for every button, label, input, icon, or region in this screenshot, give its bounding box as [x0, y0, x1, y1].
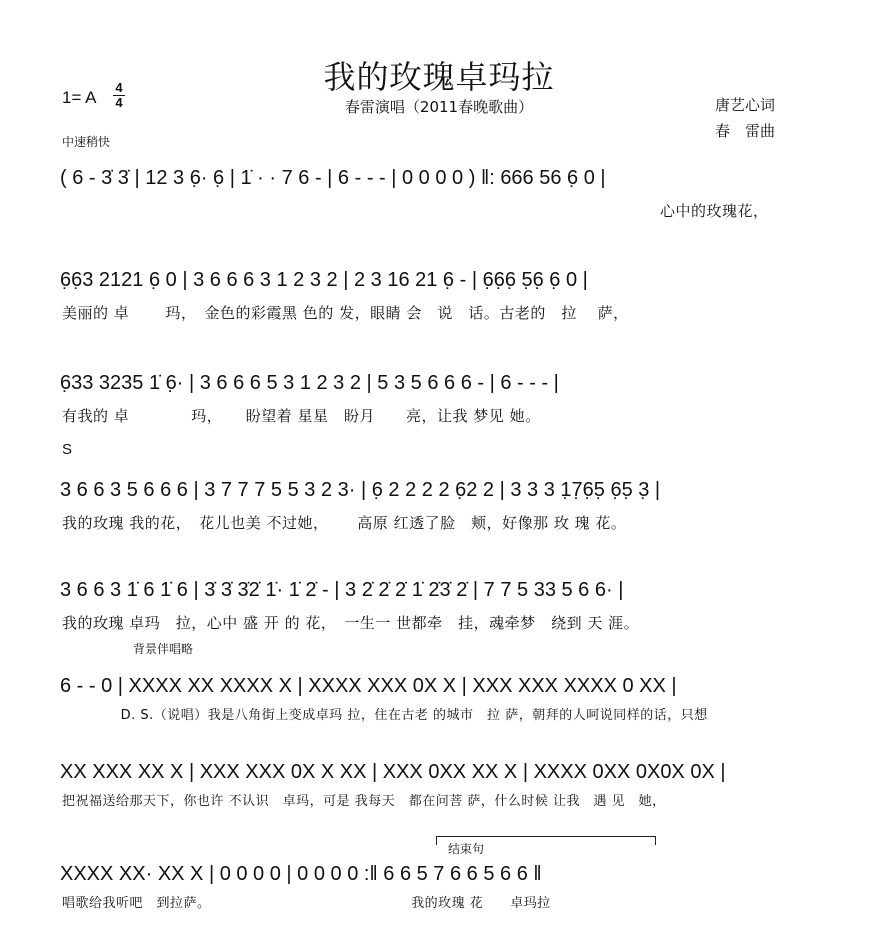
credits	[715, 92, 775, 144]
score-line-6	[60, 668, 828, 738]
notation: 6 - - 0 | XXXX XX XXXX X | XXXX XXX 0X X | XXX XXX XXXX 0 XX |	[60, 675, 677, 697]
lyrics: 唱歌给我听吧 到拉萨。 我的玫瑰 花 卓玛拉	[62, 896, 551, 911]
score-line-8	[60, 856, 828, 926]
notation: XX XXX XX X | XXX XXX 0X X XX | XXX 0XX XX X | XXXX 0XX 0X0X 0X |	[60, 761, 726, 783]
lyrics: 把祝福送给那天下，你也许 不认识 卓玛，可是 我每天 都在问菩 萨，什么时候 让我 遇 见 她，	[62, 794, 666, 809]
lyrics: 我的玫瑰 卓玛 拉，心中 盛 开 的 花， 一生一 世都牵 挂，魂牵梦 绕到 天 涯。	[62, 614, 640, 632]
notation: 3 6 6 3 1̇ 6 1̇ 6 | 3̇ 3̇ 3̇2̇ 1̇· 1̇ 2̇ - | 3 2̇ 2̇ 2̇ 1̇ 2̇3̇ 2̇ | 7 7 5 33 5 6 6· |	[60, 579, 624, 601]
ending-label: 结束句	[448, 842, 485, 856]
key-signature: 1= A	[62, 88, 97, 107]
song-subtitle: 春雷演唱（2011春晚歌曲）	[344, 98, 534, 116]
score-line-5	[60, 572, 828, 642]
notation: XXXX XX· XX X | 0 0 0 0 | 0 0 0 0 :‖ 6 6 5 7 6 6 5 6 6 ‖	[60, 863, 542, 885]
lyrics: 我的玫瑰 我的花， 花儿也美 不过她， 高原 红透了脸 颊，好像那 玫 瑰 花。	[62, 514, 627, 532]
lyrics: D. S.（说唱）我是八角街上变成卓玛 拉，住在古老 的城市 拉 萨，朝拜的人呵说同样的话，只想	[62, 708, 708, 723]
score-line-4	[60, 472, 828, 542]
notation: 6̣33 3235 1̇ 6̣· | 3 6 6 6 5 3 1 2 3 2 | 5 3 5 6 6 6 - | 6 - - - |	[60, 372, 559, 394]
lyrics: 美丽的 卓 玛， 金色的彩霞黑 色的 发，眼睛 会 说 话。古老的 拉 萨，	[62, 304, 629, 322]
notation: ( 6 - 3̇ 3̇ | 12 3 6̣· 6̣ | 1̇ · · 7 6 - | 6 - - - | 0 0 0 0 ) ‖: 666 56 6̣ 0 |	[60, 167, 606, 189]
composer: 春 雷曲	[715, 122, 776, 140]
lyrics: 有我的 卓 玛， 盼望着 星星 盼月 亮，让我 梦见 她。	[62, 407, 541, 425]
score-line-1	[60, 160, 828, 230]
background-vocals-note: 背景伴唱略	[133, 642, 194, 656]
time-sig-bottom: 4	[115, 95, 123, 110]
segno-mark: S	[62, 441, 73, 458]
score-line-7	[60, 754, 828, 824]
lyricist: 唐艺心词	[715, 96, 776, 114]
time-sig-top: 4	[115, 80, 123, 95]
score-line-2	[60, 262, 828, 332]
notation: 3 6 6 3 5 6 6 6 | 3 7 7 7 5 5 3 2 3· | 6̣ 2 2 2 2 6̣2 2 | 3 3 3 1̣7̣6̣5̣ 6̣5̣ 3̣ |	[60, 479, 661, 501]
score-line-3	[60, 365, 828, 435]
notation: 6̣6̣3 2121 6̣ 0 | 3 6 6 6 3 1 2 3 2 | 2 3 16 21 6̣ - | 6̣6̣6̣ 5̣6̣ 6̣ 0 |	[60, 269, 588, 291]
time-signature	[113, 82, 125, 109]
lyrics: 心中的玫瑰花，	[660, 202, 769, 220]
tempo-marking: 中速稍快	[62, 135, 111, 149]
song-title: 我的玫瑰卓玛拉	[323, 58, 555, 96]
